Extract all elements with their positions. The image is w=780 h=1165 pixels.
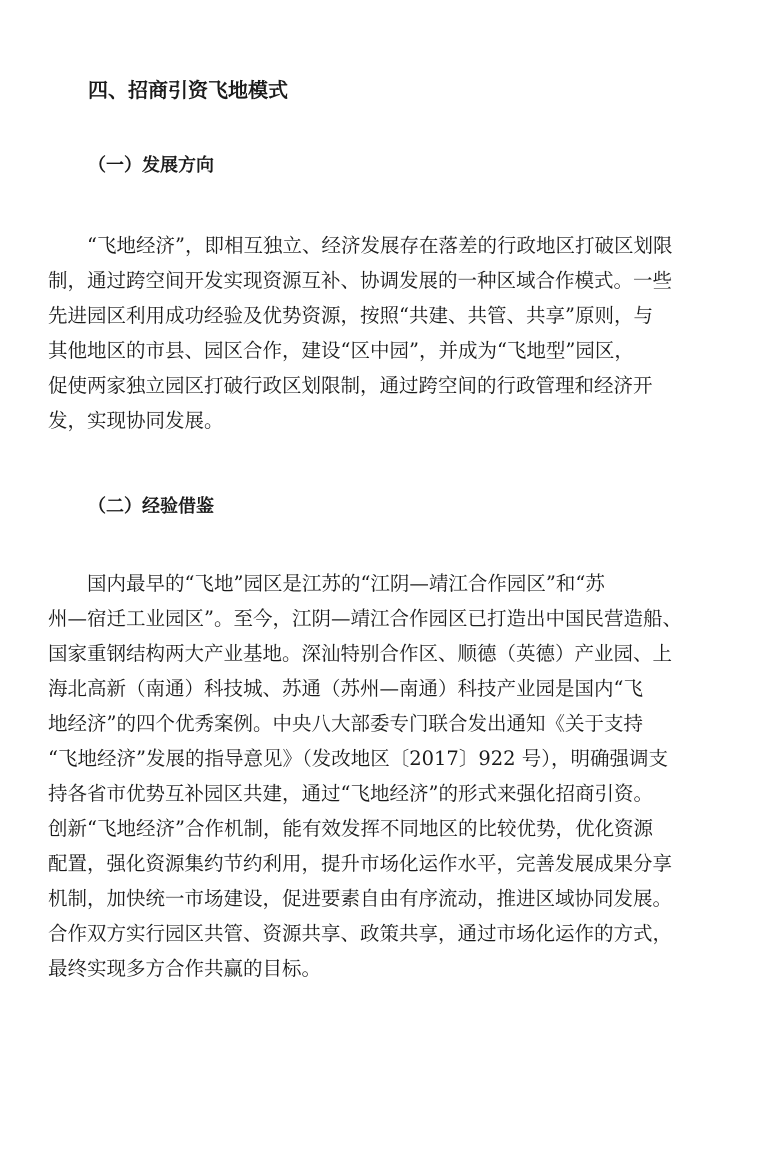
subsection-heading-experience: （二）经验借鉴 [88,496,214,517]
paragraph-line: 持各省市优势互补园区共建，通过“飞地经济”的形式来强化招商引资。 [48,782,653,805]
paragraph-line: 地经济”的四个优秀案例。中央八大部委专门联合发出通知《关于支持 [48,712,643,735]
paragraph-experience [48,566,728,986]
paragraph-line: 国家重钢结构两大产业基地。深汕特别合作区、顺德（英德）产业园、上 [48,642,673,665]
paragraph-line: 创新“飞地经济”合作机制，能有效发挥不同地区的比较优势，优化资源 [48,817,653,840]
paragraph-line: 其他地区的市县、园区合作，建设“区中园”，并成为“飞地型”园区， [48,339,634,362]
paragraph-line: 合作双方实行园区共管、资源共享、政策共享，通过市场化运作的方式， [48,922,673,945]
paragraph-line: 海北高新（南通）科技城、苏通（苏州—南通）科技产业园是国内“飞 [48,677,643,700]
paragraph-line: 最终实现多方合作共赢的目标。 [48,957,322,980]
paragraph-line: 制，通过跨空间开发实现资源互补、协调发展的一种区域合作模式。一些 [48,269,673,292]
paragraph-line: 发，实现协同发展。 [48,409,224,432]
paragraph-line: 配置，强化资源集约节约利用，提升市场化运作水平，完善发展成果分享 [48,852,673,875]
section-heading: 四、招商引资飞地模式 [88,78,288,102]
paragraph-line: “飞地经济”，即相互独立、经济发展存在落差的行政地区打破区划限 [87,234,673,257]
paragraph-line: “飞地经济”发展的指导意见》（发改地区〔2017〕922 号），明确强调支 [48,747,668,770]
paragraph-line: 机制，加快统一市场建设，促进要素自由有序流动，推进区域协同发展。 [48,887,673,910]
paragraph-line: 促使两家独立园区打破行政区划限制，通过跨空间的行政管理和经济开 [48,374,653,397]
paragraph-line: 州—宿迁工业园区”。至今，江阴—靖江合作园区已打造出中国民营造船、 [48,607,682,630]
paragraph-line: 先进园区利用成功经验及优势资源，按照“共建、共管、共享”原则，与 [48,304,653,327]
subsection-heading-development-direction: （一）发展方向 [88,155,214,176]
paragraph-development-direction [48,228,728,438]
paragraph-line: 国内最早的“飞地”园区是江苏的“江阴—靖江合作园区”和“苏 [87,572,605,595]
